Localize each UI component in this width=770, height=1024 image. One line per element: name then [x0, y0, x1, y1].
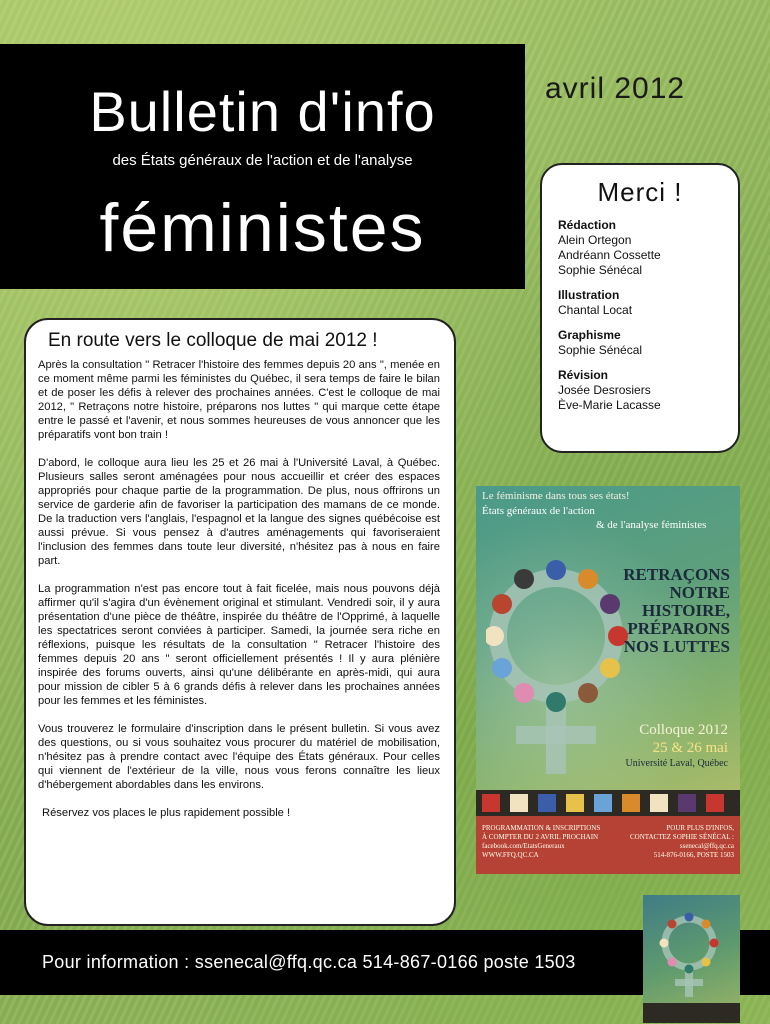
- poster-info-right: [630, 824, 734, 860]
- article-paragraph: La programmation n'est pas encore tout à fait ficelée, mais nous pouvons déjà affirmer qu'il s'agira d'un évènement original et stimulant. Vendredi soir, il y aura présentation d'une pièce de théâtre, inspirée du théâtre de l'Opprimé, à laquelle les spectatrices seront conviées à participer. Samedi, la journée sera riche en réflexions, puisque les résultats de la consultation " Retracer l'histoire des femmes depuis 20 ans " seront officiellement présentés ! Il y aura plénière inspirée des forums ouverts, ainsi qu'une délibérante en après-midi, qui aura pour mission de cibler 5 à 6 grands défis à relever dans les prochaines années pour les femmes et les féministes.: [38, 583, 440, 707]
- poster-analyse: & de l'analyse féministes: [596, 519, 707, 531]
- info-line: À COMPTER DU 2 AVRIL PROCHAIN: [482, 833, 599, 841]
- credit-role: Révision: [558, 368, 609, 382]
- article-title: En route vers le colloque de mai 2012 !: [48, 330, 378, 351]
- credit-person: Andréann Cossette: [558, 248, 661, 262]
- info-line: PROGRAMMATION & INSCRIPTIONS: [482, 824, 601, 832]
- credit-person: Ève-Marie Lacasse: [558, 398, 661, 412]
- colloque-poster: [476, 486, 740, 874]
- poster-info-band: [476, 816, 740, 874]
- article-box: [24, 318, 456, 926]
- credit-role: Graphisme: [558, 328, 621, 342]
- masthead-title-top: Bulletin d'info: [89, 80, 436, 143]
- credit-role: Rédaction: [558, 218, 617, 232]
- article-paragraph: D'abord, le colloque aura lieu les 25 et 26 mai à l'Université Laval, à Québec. Plusieurs salles seront aménagées pour nous accueillir et créer des espaces appropriés pour chaque partie de la programmation. De plus, nous offrirons un service de garderie afin de favoriser la participation des mamans de ce monde. De la traduction vers l'anglais, l'espagnol et la langue des signes québécoise est aussi prévue. Si vous pensez à d'autres aménagements qui favoriseraient l'inclusion des femmes dans toute leur diversité, n'hésitez pas à nous en faire part.: [38, 457, 440, 567]
- info-line: WWW.FFQ.QC.CA: [482, 851, 539, 859]
- stripe-blocks: [476, 790, 740, 816]
- article-paragraph: Vous trouverez le formulaire d'inscription dans le présent bulletin. Si vous avez des questions, ou si vous souhaitez vous procurer du matériel de mobilisation, n'hésitez pas à prendre contact avec l'équipe des États généraux. Pour celles qui viennent de l'extérieur de la ville, nous vous ferons connaître les lieux d'hébergement abordables dans les environs.: [38, 723, 440, 791]
- slogan-line: HISTOIRE,: [641, 601, 730, 620]
- credit-role: Illustration: [558, 288, 620, 302]
- poster-dates: 25 & 26 mai: [652, 740, 728, 756]
- slogan-line: PRÉPARONS: [627, 619, 730, 638]
- info-line: POUR PLUS D'INFOS,: [666, 824, 734, 832]
- credit-graphisme: [558, 328, 722, 358]
- article-paragraph: Après la consultation " Retracer l'histoire des femmes depuis 20 ans ", menée en ce moment même parmi les féministes du Québec, il sera temps de faire le bilan et de poser les défis à relever des prochaines années. C'est le colloque de mai 2012, " Retraçons notre histoire, préparons nos luttes " qui marque cette étape entre le passé et l'avenir, et nous sommes heureuses de vous annoncer que les préparatifs vont bon train !: [38, 359, 440, 441]
- issue-date: avril 2012: [545, 72, 686, 105]
- article-closing: Réservez vos places le plus rapidement possible !: [42, 807, 291, 819]
- poster-slogan: [623, 566, 730, 656]
- credit-redaction: [558, 218, 722, 278]
- slogan-line: RETRAÇONS: [623, 565, 730, 584]
- masthead: [0, 44, 525, 289]
- info-line: facebook.com/EtatsGeneraux: [482, 842, 565, 850]
- credit-person: Chantal Locat: [558, 303, 633, 317]
- venus-symbol-illustration: [486, 536, 646, 786]
- poster-university: Université Laval, Québec: [625, 758, 728, 769]
- poster-tagline: Le féminisme dans tous ses états!: [482, 490, 630, 502]
- credits-title: Merci !: [597, 177, 683, 207]
- info-line: CONTACTEZ SOPHIE SÉNÉCAL :: [630, 833, 734, 841]
- info-line: ssenecal@ffq.qc.ca: [679, 842, 734, 850]
- credit-person: Alein Ortegon: [558, 233, 632, 247]
- thumbnail-stripe: [643, 1003, 740, 1023]
- footer-contact-text: Pour information : ssenecal@ffq.qc.ca 514-867-0166 poste 1503: [42, 952, 576, 972]
- masthead-subtitle: des États généraux de l'action et de l'analyse: [112, 152, 413, 169]
- credit-person: Sophie Sénécal: [558, 263, 643, 277]
- poster-colloque: Colloque 2012: [639, 722, 728, 738]
- poster-etats: États généraux de l'action: [482, 505, 595, 517]
- poster-info-left: [482, 824, 600, 860]
- info-line: 514-876-0166, POSTE 1503: [653, 851, 734, 859]
- slogan-line: NOS LUTTES: [623, 637, 730, 656]
- credit-illustration: [558, 288, 722, 318]
- poster-thumbnail: [643, 895, 740, 1023]
- credit-person: Josée Desrosiers: [558, 383, 651, 397]
- credit-revision: [558, 368, 722, 413]
- poster-color-stripe: [476, 790, 740, 816]
- credit-person: Sophie Sénécal: [558, 343, 643, 357]
- masthead-title-bottom: féministes: [99, 190, 426, 266]
- credits-box: [540, 163, 740, 453]
- slogan-line: NOTRE: [669, 583, 730, 602]
